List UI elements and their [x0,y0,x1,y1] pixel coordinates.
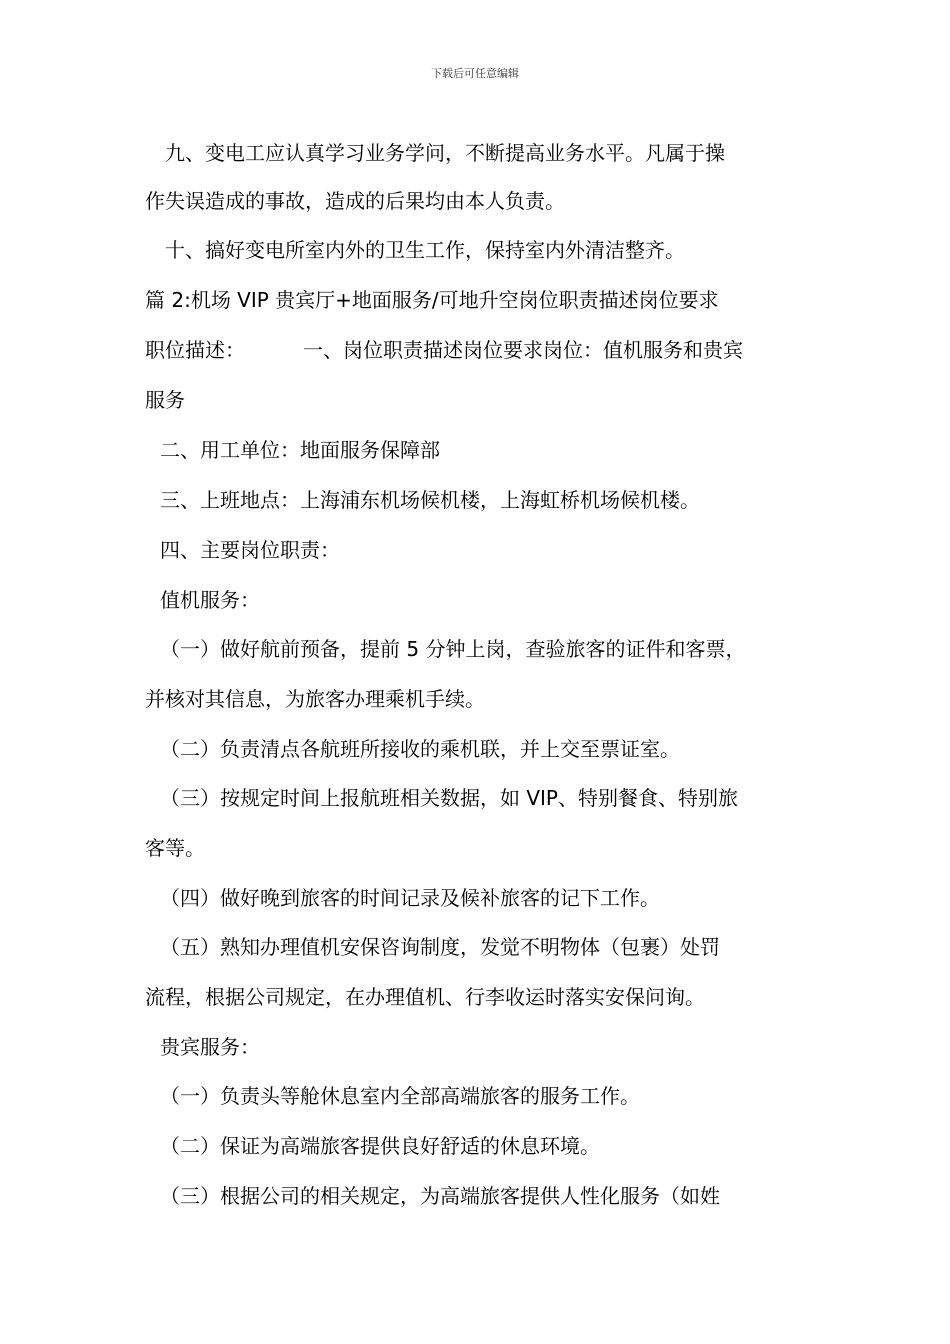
paragraph-line: （五）熟知办理值机安保咨询制度，发觉不明物体（包裹）处罚 [160,935,720,959]
subsection-heading: 贵宾服务： [160,1035,260,1059]
paragraph-line: 客等。 [145,836,205,860]
paragraph-line: （四）做好晚到旅客的时间记录及候补旅客的记下工作。 [160,886,660,910]
job-description-label: 职位描述： [145,338,245,362]
paragraph-line: 并核对其信息，为旅客办理乘机手续。 [145,687,485,711]
paragraph-line: 十、搞好变电所室内外的卫生工作，保持室内外清洁整齐。 [145,238,685,262]
paragraph-line: （二）保证为高端旅客提供良好舒适的休息环境。 [160,1134,600,1158]
paragraph-line: 九、变电工应认真学习业务学问，不断提高业务水平。凡属于操 [145,141,725,165]
paragraph-line: （二）负责清点各航班所接收的乘机联，并上交至票证室。 [160,737,680,761]
paragraph-line: （一）做好航前预备，提前 5 分钟上岗，查验旅客的证件和客票， [160,637,746,661]
paragraph-line: 三、上班地点：上海浦东机场候机楼，上海虹桥机场候机楼。 [160,488,700,512]
section-heading: 篇 2:机场 VIP 贵宾厅+地面服务/可地升空岗位职责描述岗位要求 [145,288,719,312]
subsection-heading: 值机服务： [160,588,260,612]
paragraph-line: 二、用工单位：地面服务保障部 [160,438,440,462]
page-header-note: 下载后可任意编辑 [431,67,519,80]
paragraph-line: 流程，根据公司规定，在办理值机、行李收运时落实安保问询。 [145,985,705,1009]
paragraph-line: （三）根据公司的相关规定，为高端旅客提供人性化服务（如姓 [160,1184,720,1208]
paragraph-line: （一）负责头等舱休息室内全部高端旅客的服务工作。 [160,1084,640,1108]
paragraph-line: （三）按规定时间上报航班相关数据，如 VIP、特别餐食、特别旅 [160,786,738,810]
job-description-text: 一、岗位职责描述岗位要求岗位：值机服务和贵宾 [303,338,743,362]
job-description-line [145,336,743,364]
paragraph-line: 四、主要岗位职责： [160,538,340,562]
paragraph-line: 作失误造成的事故，造成的后果均由本人负责。 [145,189,565,213]
paragraph-line: 服务 [145,388,185,412]
